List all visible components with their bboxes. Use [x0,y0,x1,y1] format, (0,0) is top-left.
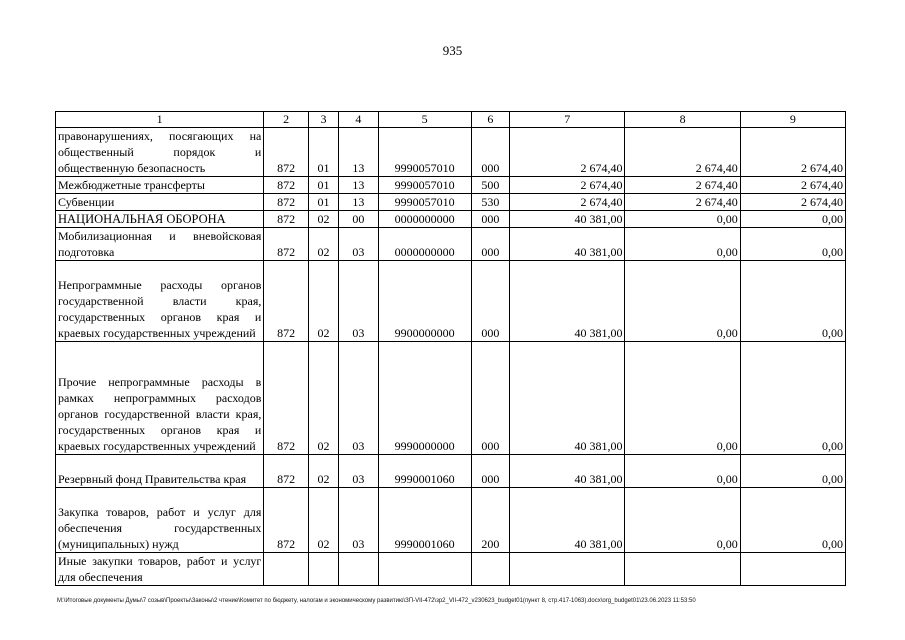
cell-section [308,553,338,586]
cell-expense-type: 500 [471,177,509,194]
cell-code: 872 [264,228,309,261]
row-name: правонарушениях, посягающих на общественный порядок и общественную безопасность [56,128,264,177]
table-row [56,194,846,211]
row-name: Резервный фонд Правительства края [56,455,264,488]
cell-subsection: 03 [339,455,378,488]
table-row [56,488,846,553]
cell-amount: 0,00 [740,455,845,488]
column-header: 1 [56,112,264,128]
row-name: Прочие непрограммные расходы в рамках непрограммных расходов органов государственной власти края, государственных органов края и краевых государственных учреждений [56,342,264,455]
cell-subsection: 13 [339,128,378,177]
cell-expense-type: 000 [471,261,509,342]
cell-amount: 0,00 [625,261,740,342]
table-row [56,128,846,177]
cell-amount: 2 674,40 [625,194,740,211]
cell-target-article: 0000000000 [378,211,471,228]
cell-section: 02 [308,455,338,488]
cell-subsection: 00 [339,211,378,228]
column-header: 7 [510,112,625,128]
cell-subsection [339,553,378,586]
cell-target-article: 9990057010 [378,177,471,194]
cell-section: 02 [308,261,338,342]
row-name: Иные закупки товаров, работ и услуг для обеспечения [56,553,264,586]
cell-amount: 0,00 [740,342,845,455]
cell-target-article: 9990057010 [378,194,471,211]
cell-expense-type: 000 [471,342,509,455]
cell-subsection: 03 [339,261,378,342]
row-name: Непрограммные расходы органов государственной власти края, государственных органов края и краевых государственных учреждений [56,261,264,342]
cell-amount: 40 381,00 [510,261,625,342]
table-row [56,342,846,455]
table-row [56,261,846,342]
cell-expense-type: 000 [471,211,509,228]
table-row [56,553,846,586]
cell-amount: 2 674,40 [625,177,740,194]
cell-expense-type: 200 [471,488,509,553]
cell-expense-type: 000 [471,455,509,488]
table-row [56,211,846,228]
cell-target-article: 9990001060 [378,488,471,553]
column-header: 4 [339,112,378,128]
cell-code: 872 [264,261,309,342]
cell-target-article: 9900000000 [378,261,471,342]
cell-amount: 2 674,40 [510,128,625,177]
cell-section: 02 [308,228,338,261]
cell-amount [740,553,845,586]
cell-expense-type [471,553,509,586]
cell-amount: 40 381,00 [510,488,625,553]
column-header: 9 [740,112,845,128]
cell-amount: 0,00 [625,488,740,553]
cell-amount [625,553,740,586]
cell-code: 872 [264,342,309,455]
cell-amount: 0,00 [740,488,845,553]
cell-target-article [378,553,471,586]
cell-section: 02 [308,342,338,455]
cell-code: 872 [264,128,309,177]
table-row [56,455,846,488]
cell-code: 872 [264,211,309,228]
table-header-row [56,112,846,128]
cell-amount: 40 381,00 [510,342,625,455]
cell-amount [510,553,625,586]
cell-amount: 0,00 [625,211,740,228]
cell-expense-type: 000 [471,228,509,261]
cell-amount: 2 674,40 [625,128,740,177]
cell-code: 872 [264,177,309,194]
cell-amount: 0,00 [740,211,845,228]
cell-section: 02 [308,211,338,228]
row-name: Закупка товаров, работ и услуг для обеспечения государственных (муниципальных) нужд [56,488,264,553]
cell-amount: 0,00 [625,342,740,455]
row-name: Субвенции [56,194,264,211]
table-row [56,177,846,194]
cell-amount: 2 674,40 [740,128,845,177]
column-header: 5 [378,112,471,128]
budget-table [55,111,846,586]
page-number: 935 [442,43,463,58]
cell-amount: 0,00 [625,455,740,488]
cell-target-article: 9990057010 [378,128,471,177]
cell-subsection: 03 [339,342,378,455]
cell-amount: 2 674,40 [510,177,625,194]
cell-amount: 0,00 [740,228,845,261]
row-name: НАЦИОНАЛЬНАЯ ОБОРОНА [56,211,264,228]
cell-amount: 40 381,00 [510,211,625,228]
row-name: Межбюджетные трансферты [56,177,264,194]
cell-amount: 40 381,00 [510,455,625,488]
cell-target-article: 0000000000 [378,228,471,261]
cell-expense-type: 530 [471,194,509,211]
cell-subsection: 03 [339,488,378,553]
cell-amount: 2 674,40 [740,177,845,194]
cell-section: 01 [308,177,338,194]
cell-section: 01 [308,128,338,177]
cell-subsection: 13 [339,194,378,211]
cell-amount: 0,00 [625,228,740,261]
cell-target-article: 9990001060 [378,455,471,488]
cell-amount: 2 674,40 [740,194,845,211]
cell-subsection: 03 [339,228,378,261]
column-header: 8 [625,112,740,128]
cell-code: 872 [264,194,309,211]
cell-code [264,553,309,586]
row-name: Мобилизационная и вневойсковая подготовка [56,228,264,261]
footer-file-path: M:\Итоговые документы Думы\7 созыв\Проекты\Законы\2 чтение\Комитет по бюджету, налогам и экономическому развитию\ЗП-VII-472\зр2_VII-472_v230623_budget01(пункт 8, стр.417-1063).docx\org_budget01\23.06.2023 11:53:50 [57,598,696,604]
cell-section: 01 [308,194,338,211]
cell-code: 872 [264,488,309,553]
cell-expense-type: 000 [471,128,509,177]
cell-target-article: 9990000000 [378,342,471,455]
cell-amount: 2 674,40 [510,194,625,211]
cell-amount: 0,00 [740,261,845,342]
table-row [56,228,846,261]
cell-section: 02 [308,488,338,553]
column-header: 6 [471,112,509,128]
cell-subsection: 13 [339,177,378,194]
column-header: 3 [308,112,338,128]
cell-amount: 40 381,00 [510,228,625,261]
column-header: 2 [264,112,309,128]
cell-code: 872 [264,455,309,488]
